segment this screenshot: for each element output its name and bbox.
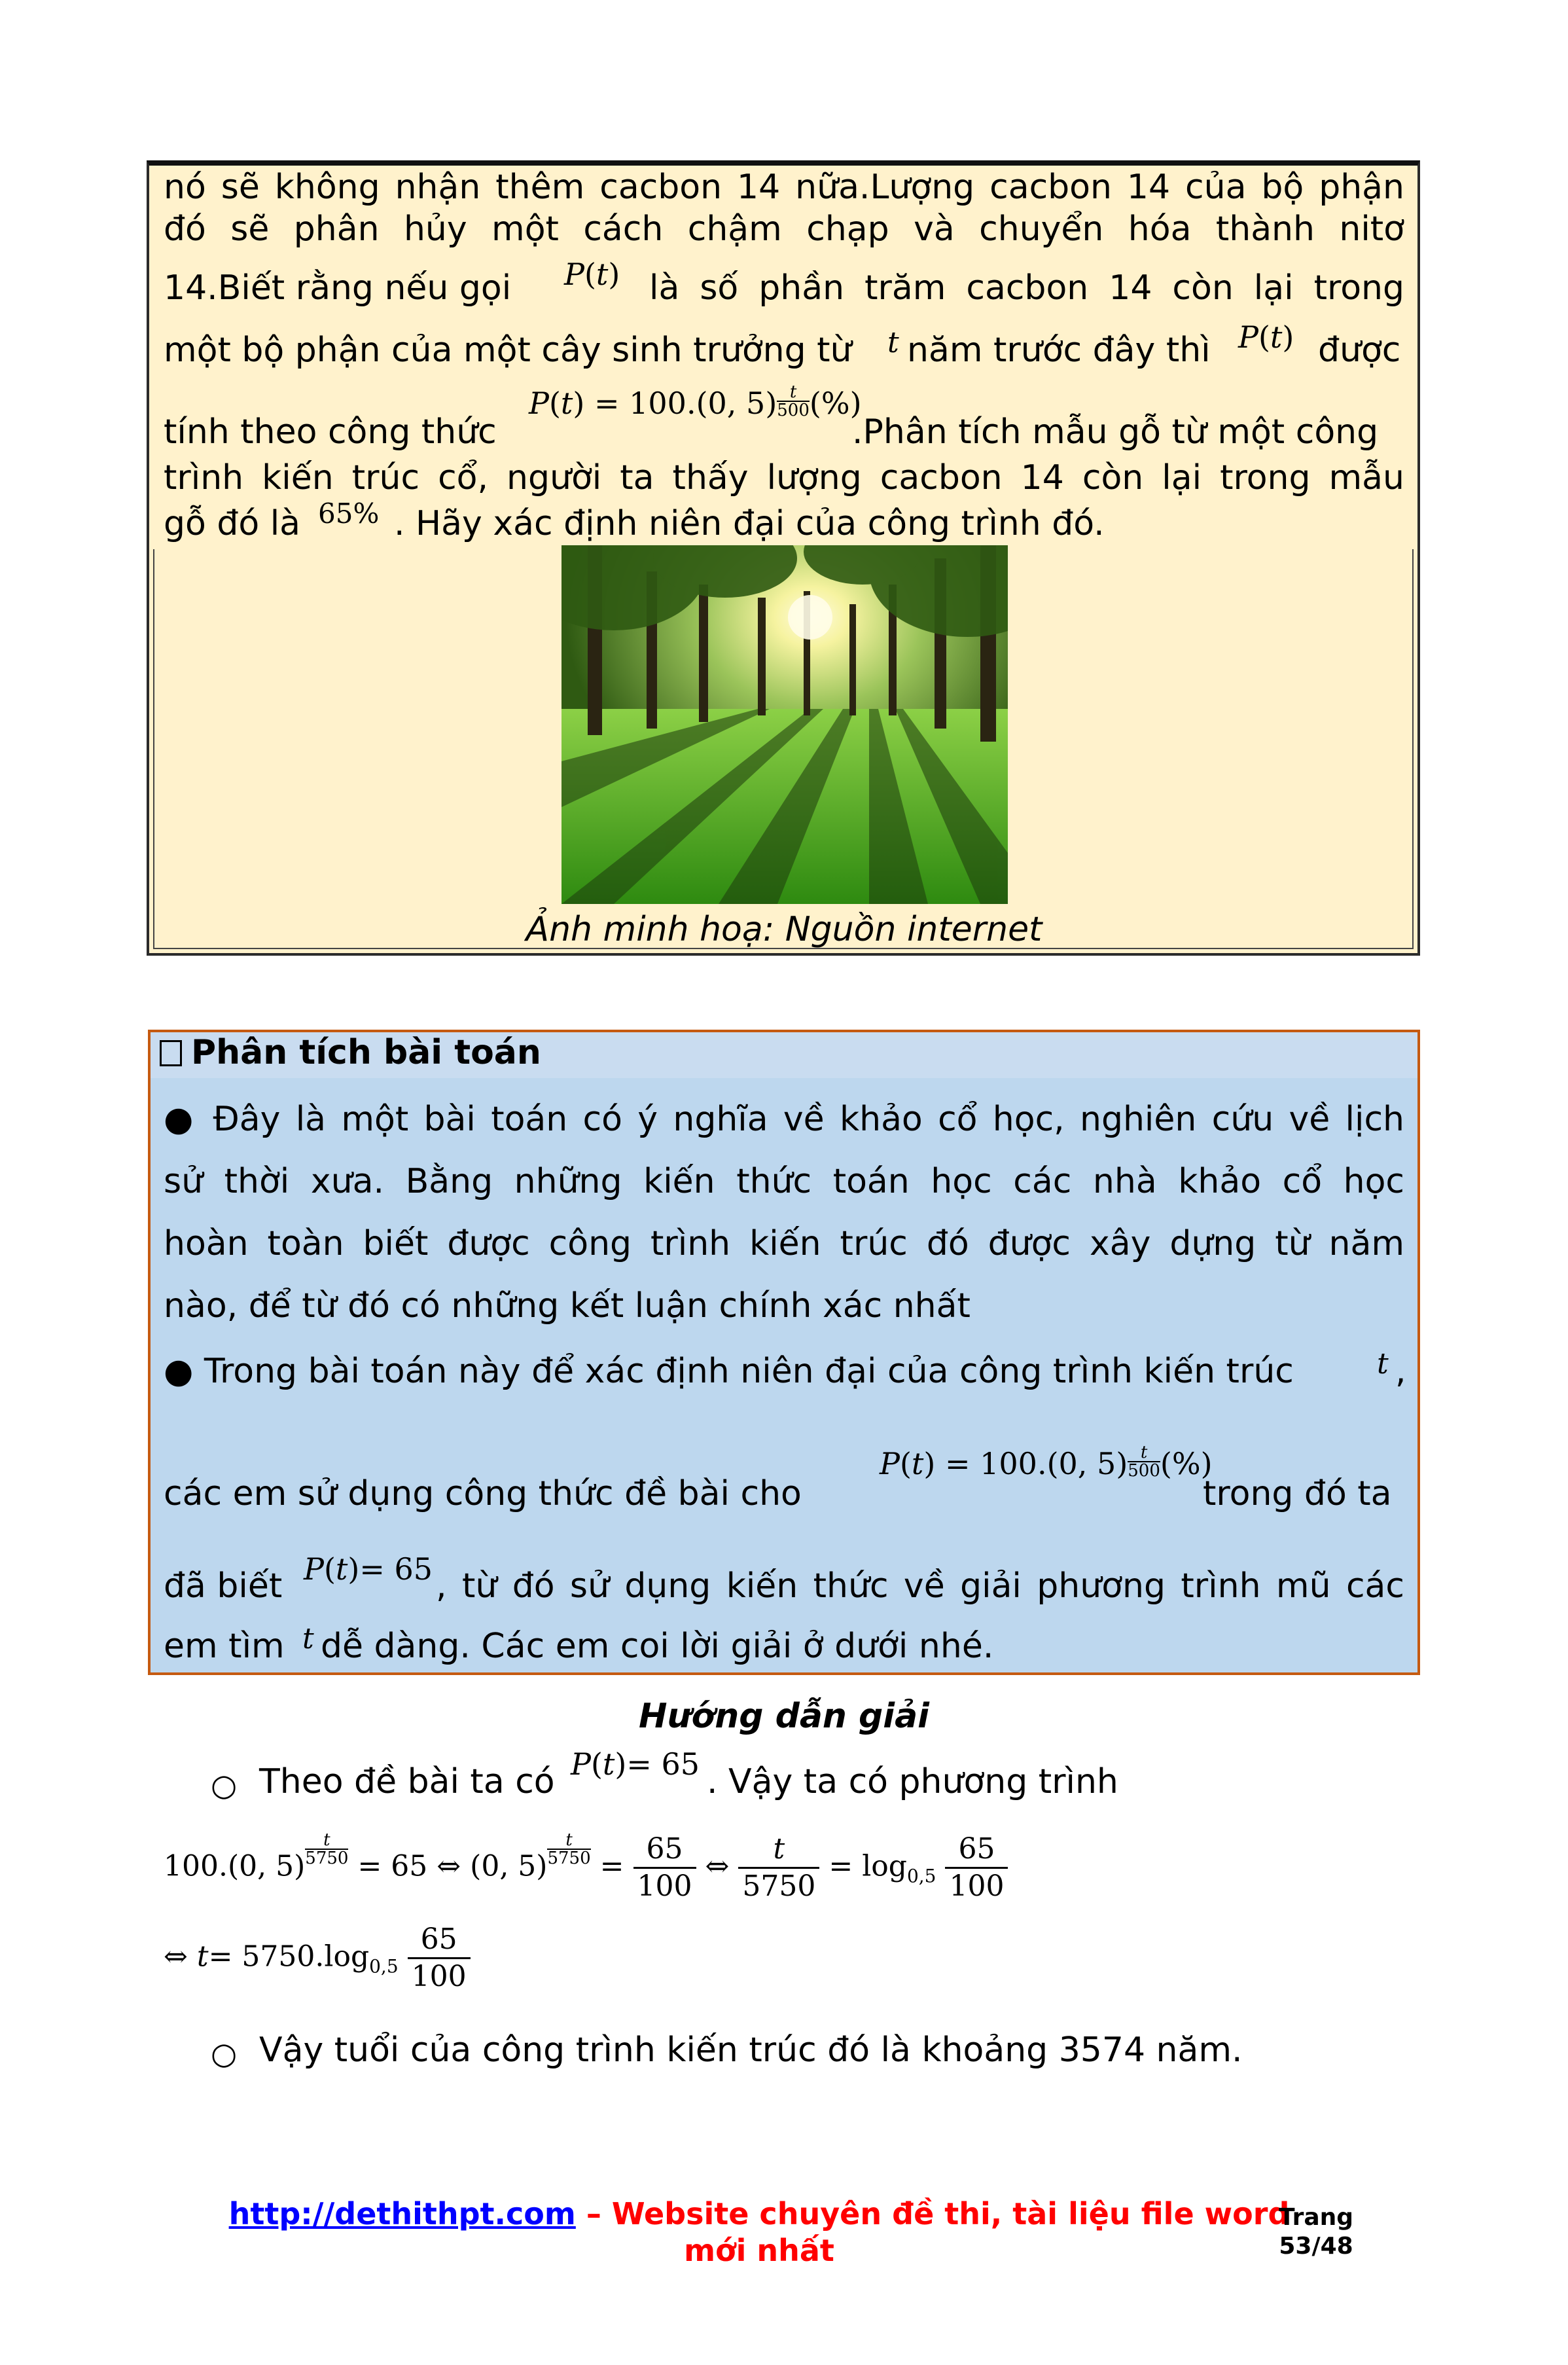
problem-line-4a: một bộ phận của một cây sinh trưởng từ <box>164 331 852 370</box>
problem-line-4c: được <box>1318 331 1401 370</box>
footer-text: http://dethithpt.com – Website chuyên đề thi, tài liệu file word mới nhất <box>228 2196 1290 2268</box>
analysis-b2-line-3a: đã biết <box>164 1566 283 1606</box>
problem-line-5a: tính theo công thức <box>164 412 497 452</box>
comma: , <box>1395 1352 1406 1391</box>
percent-value: 65% <box>318 497 380 530</box>
problem-line-6: trình kiến trúc cổ, người ta thấy lượng cacbon 14 còn lại trong mẫu <box>164 458 1404 497</box>
symbol-P-of-t-2: P(t) <box>1238 319 1294 355</box>
symbol-P-of-t-1: P(t) <box>564 257 620 292</box>
bullet-1: ○ <box>211 1767 238 1803</box>
footer-link[interactable]: http://dethithpt.com <box>228 2196 576 2231</box>
equation-2: ⇔ $t= 5750.\log_{0,5}$ $\frac{65}{100}$ <box>164 1922 471 1995</box>
solution-step-1b: . Vậy ta có phương trình <box>707 1762 1118 1801</box>
formula-given: P(t)= 65 <box>571 1746 700 1782</box>
page-number: Trang 53/48 <box>1279 2204 1354 2260</box>
analysis-b1-line-1: ● Đây là một bài toán có ý nghĩa về khảo cổ học, nghiên cứu về lịch <box>164 1100 1404 1139</box>
analysis-b1-line-2: sử thời xưa. Bằng những kiến thức toán học các nhà khảo cổ học <box>164 1162 1404 1201</box>
bullet-2: ○ <box>211 2036 238 2071</box>
problem-line-3b: là số phần trăm cacbon 14 còn lại trong <box>649 268 1404 308</box>
solution-heading: Hướng dẫn giải <box>638 1697 929 1736</box>
analysis-b2-line-3b: , từ đó sử dụng kiến thức về giải phương trình mũ các <box>436 1566 1404 1606</box>
analysis-b2-line-2b: trong đó ta <box>1203 1474 1392 1513</box>
symbol-t-2: t <box>1377 1347 1389 1381</box>
forest-illustration <box>561 545 1008 904</box>
formula-problem: P(t) = 100.(0, 5) $\frac{t}{500}$ (%) <box>529 382 862 421</box>
analysis-title: Phân tích bài toán <box>160 1033 541 1072</box>
equation-1: 100.(0, 5) $\frac{t}{5750}$ = 65 ⇔ (0, 5) $\frac{t}{5750}$ = $\frac{65}{100}$ ⇔ $\frac{t}{5750}$ = $\log_{0,5}$ $\frac{65}{100}$ <box>164 1832 1008 1904</box>
analysis-b2-line-1: ● Trong bài toán này để xác định niên đại của công trình kiến trúc <box>164 1352 1294 1391</box>
problem-line-1: nó sẽ không nhận thêm cacbon 14 nữa.Lượng cacbon 14 của bộ phận <box>164 168 1404 207</box>
analysis-b2-line-4b: dễ dàng. Các em coi lời giải ở dưới nhé. <box>321 1627 994 1666</box>
checkbox-icon <box>160 1040 182 1066</box>
problem-line-5b: .Phân tích mẫu gỗ từ một công <box>852 412 1379 452</box>
symbol-t-1: t <box>887 326 899 359</box>
solution-step-2: Vậy tuổi của công trình kiến trúc đó là khoảng 3574 năm. <box>259 2031 1243 2070</box>
problem-line-4b: năm trước đây thì <box>907 331 1211 370</box>
formula-P-equals-65: P(t)= 65 <box>304 1551 433 1587</box>
inner-border-left <box>153 549 154 949</box>
image-caption: Ảnh minh hoạ: Nguồn internet <box>526 910 1042 949</box>
analysis-b1-line-3: hoàn toàn biết được công trình kiến trúc đó được xây dựng từ năm <box>164 1224 1404 1263</box>
analysis-b2-line-2a: các em sử dụng công thức đề bài cho <box>164 1474 802 1513</box>
problem-line-2: đó sẽ phân hủy một cách chậm chạp và chuyển hóa thành nitơ <box>164 209 1404 249</box>
problem-line-3a: 14.Biết rằng nếu gọi <box>164 268 512 308</box>
symbol-t-3: t <box>302 1622 314 1655</box>
problem-line-7b: . Hãy xác định niên đại của công trình đó. <box>394 504 1105 543</box>
problem-line-7a: gỗ đó là <box>164 504 301 543</box>
analysis-b2-line-4a: em tìm <box>164 1627 285 1666</box>
analysis-b1-line-4: nào, để từ đó có những kết luận chính xác nhất <box>164 1286 971 1326</box>
solution-step-1a: Theo đề bài ta có <box>259 1762 555 1801</box>
formula-analysis: P(t) = 100.(0, 5) $\frac{t}{500}$ (%) <box>880 1443 1213 1481</box>
inner-border-right <box>1412 549 1414 949</box>
